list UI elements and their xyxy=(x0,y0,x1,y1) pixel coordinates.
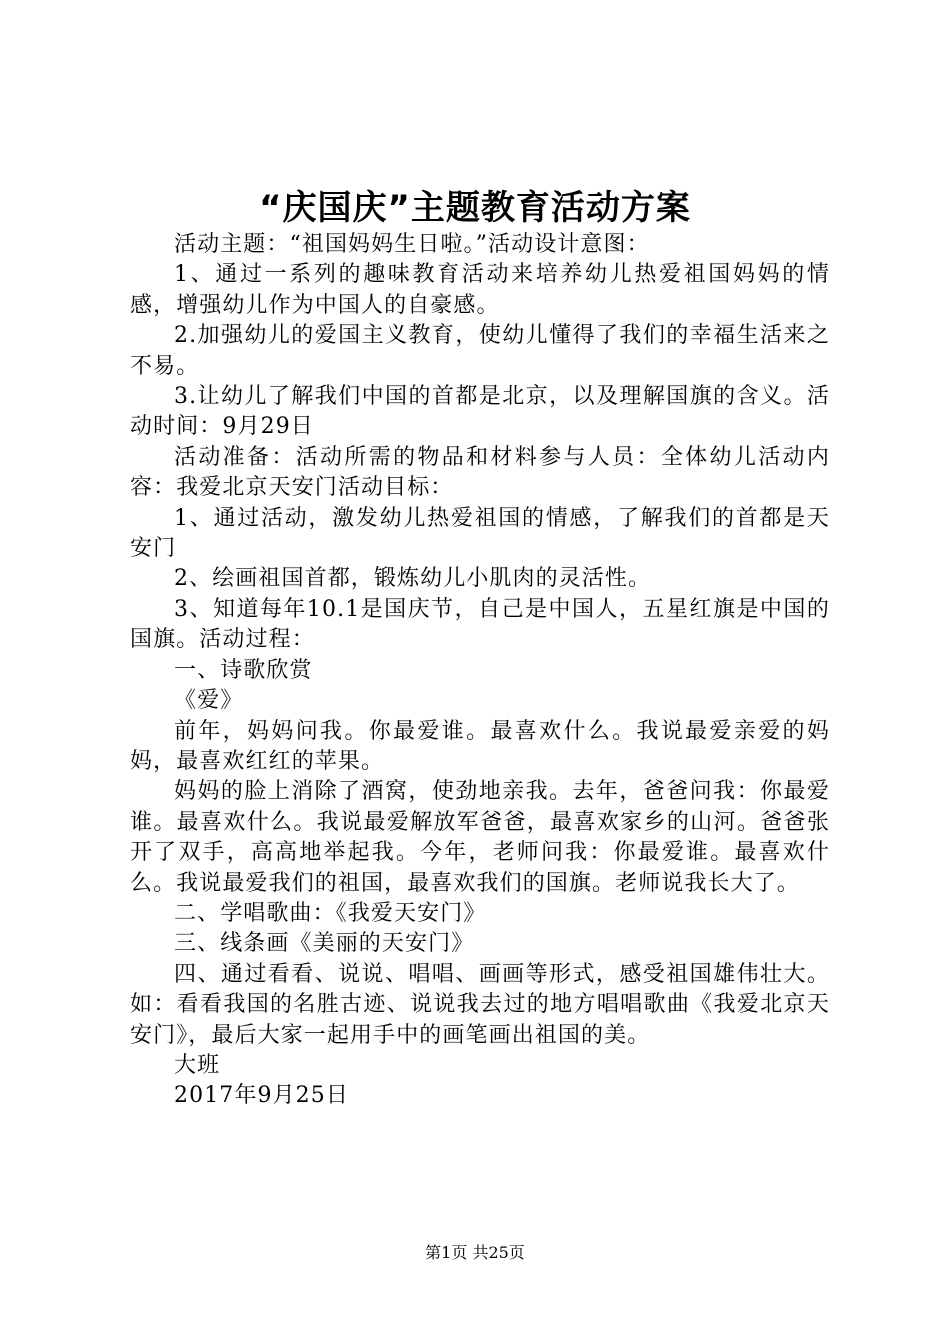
paragraph: 1、通过活动，激发幼儿热爱祖国的情感，了解我们的首都是天安门 xyxy=(130,505,830,562)
paragraph: 活动主题：“祖国妈妈生日啦。”活动设计意图： xyxy=(174,232,650,257)
document-date: 2017年9月25日 xyxy=(174,1083,349,1109)
poem-title: 《爱》 xyxy=(174,688,244,714)
poem-paragraph: 妈妈的脸上消除了酒窝，使劲地亲我。去年，爸爸问我：你最爱谁。最喜欢什么。我说最爱解放军爸爸，最喜欢家乡的山河。爸爸张开了双手，高高地举起我。今年，老师问我：你最爱谁。最喜欢什么。我说最爱我们的祖国，最喜欢我们的国旗。老师说我长大了。 xyxy=(130,779,830,896)
page-footer: 第1页 共25页 xyxy=(425,1243,525,1262)
poem-paragraph: 前年，妈妈问我。你最爱谁。最喜欢什么。我说最爱亲爱的妈妈，最喜欢红红的苹果。 xyxy=(130,718,830,774)
section-heading: 二、学唱歌曲：《我爱天安门》 xyxy=(174,900,487,926)
document-title: “庆国庆”主题教育活动方案 xyxy=(259,188,691,228)
paragraph: 3、知道每年10.1是国庆节，自己是中国人，五星红旗是中国的国旗。活动过程： xyxy=(130,596,830,653)
paragraph: 2、绘画祖国首都，锻炼幼儿小肌肉的灵活性。 xyxy=(174,566,652,592)
paragraph: 1、通过一系列的趣味教育活动来培养幼儿热爱祖国妈妈的情感，增强幼儿作为中国人的自豪感。 xyxy=(130,262,830,318)
document-body xyxy=(130,230,830,1112)
paragraph: 3.让幼儿了解我们中国的首都是北京，以及理解国旗的含义。活动时间：9月29日 xyxy=(130,384,830,440)
paragraph: 活动准备：活动所需的物品和材料参与人员：全体幼儿活动内容：我爱北京天安门活动目标： xyxy=(130,444,830,501)
section-heading: 三、线条画《美丽的天安门》 xyxy=(174,931,475,957)
class-label: 大班 xyxy=(174,1052,221,1078)
paragraph: 四、通过看看、说说、唱唱、画画等形式，感受祖国雄伟壮大。如：看看我国的名胜古迹、说说我去过的地方唱唱歌曲《我爱北京天安门》，最后大家一起用手中的画笔画出祖国的美。 xyxy=(130,961,830,1048)
paragraph: 2.加强幼儿的爱国主义教育，使幼儿懂得了我们的幸福生活来之不易。 xyxy=(130,323,830,379)
section-heading: 一、诗歌欣赏 xyxy=(174,657,313,683)
